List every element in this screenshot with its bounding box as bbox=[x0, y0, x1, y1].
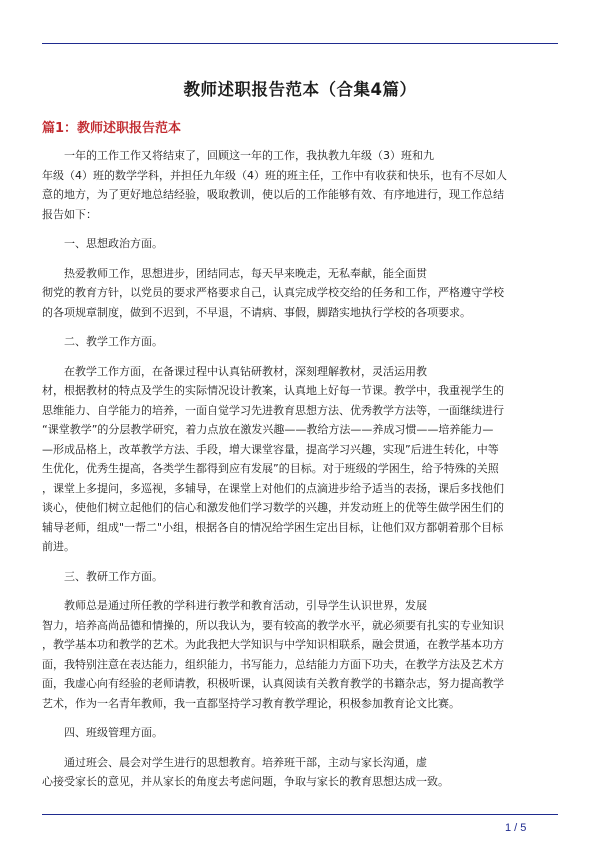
paragraph bbox=[42, 146, 559, 224]
paragraph bbox=[42, 596, 559, 713]
paragraph bbox=[42, 753, 559, 792]
text-line: —形成品格上，改革教学方法、手段，增大课堂容量，提高学习兴趣，实现”后进生转化，中等 bbox=[42, 442, 499, 456]
page-indicator: 1 / 5 bbox=[505, 822, 527, 834]
paragraph bbox=[42, 264, 559, 323]
text-line: 在教学工作方面，在备课过程中认真钻研教材，深刻理解教材，灵活运用教 bbox=[64, 364, 427, 378]
text-line: 一、思想政治方面。 bbox=[64, 237, 163, 250]
footer-rule bbox=[42, 814, 558, 815]
section-heading bbox=[42, 567, 559, 587]
text-line: 年级（4）班的数学学科，并担任九年级（4）班的班主任，工作中有收获和快乐，也有不尽如人 bbox=[42, 168, 507, 182]
text-line: 热爱教师工作，思想进步，团结同志，每天早来晚走，无私奉献，能全面贯 bbox=[64, 266, 427, 280]
text-line: 辅导老师，组成"一帮二"小组，根据各自的情况给学困生定出目标，让他们双方都朝着那个目标 bbox=[42, 520, 504, 534]
text-line: 心接受家长的意见，并从家长的角度去考虑问题，争取与家长的教育思想达成一致。 bbox=[42, 775, 449, 788]
document-title: 教师述职报告范本（合集4篇） bbox=[183, 80, 417, 99]
text-line: 三、教研工作方面。 bbox=[64, 569, 163, 583]
section-heading bbox=[42, 234, 559, 254]
header-rule bbox=[42, 43, 558, 44]
text-line: 前进。 bbox=[42, 540, 75, 553]
text-line: ，课堂上多提问，多巡视，多辅导，在课堂上对他们的点滴进步给予适当的表扬，课后多找他们 bbox=[42, 481, 504, 495]
text-line: 报告如下： bbox=[42, 207, 97, 221]
text-line: 艺术，作为一名青年教师，我一直都坚持学习教育教学理论，积极参加教育论文比赛。 bbox=[42, 696, 460, 710]
text-line: 四、班级管理方面。 bbox=[64, 726, 163, 739]
text-line: 材，根据教材的特点及学生的实际情况设计教案，认真地上好每一节课。教学中，我重视学生的 bbox=[42, 384, 504, 397]
text-line: ，教学基本功和教学的艺术。为此我把大学知识与中学知识相联系，融会贯通，在教学基本功方 bbox=[42, 638, 504, 651]
section-heading bbox=[42, 723, 559, 743]
text-line: 二、教学工作方面。 bbox=[64, 335, 163, 348]
text-line: 谈心，使他们树立起他们的信心和激发他们学习数学的兴趣，并发动班上的优等生做学困生们的 bbox=[42, 501, 504, 514]
text-line: 的各项规章制度，做到不迟到，不早退，不请病、事假，脚踏实地执行学校的各项要求。 bbox=[42, 305, 471, 319]
text-line: 一年的工作工作又将结束了，回顾这一年的工作，我执教九年级（3）班和九 bbox=[64, 149, 434, 162]
paragraph bbox=[42, 362, 559, 557]
document-body bbox=[42, 146, 559, 802]
text-line: 通过班会、晨会对学生进行的思想教育。培养班干部，主动与家长沟通，虚 bbox=[64, 755, 427, 769]
text-line: 彻党的教育方针，以党员的要求严格要求自己，认真完成学校交给的任务和工作，严格遵守学校 bbox=[42, 286, 504, 299]
section-heading bbox=[42, 332, 559, 352]
text-line: 思维能力、自学能力的培养，一面自觉学习先进教育思想方法、优秀教学方法等，一面继续进行 bbox=[42, 403, 504, 417]
text-line: 面，我特别注意在表达能力，组织能力，书写能力，总结能力方面下功夫，在教学方法及艺术方 bbox=[42, 657, 504, 671]
text-line: 生优化，优秀生提高，各类学生都得到应有发展”的目标。对于班级的学困生，给予特殊的关照 bbox=[42, 462, 499, 475]
text-line: 面，我虚心向有经验的老师请教，积极听课，认真阅读有关教育教学的书籍杂志，努力提高教学 bbox=[42, 677, 504, 690]
text-line: 教师总是通过所任教的学科进行教学和教育活动，引导学生认识世界，发展 bbox=[64, 599, 427, 612]
text-line: “课堂教学”的分层教学研究，着力点放在激发兴趣——教给方法——养成习惯——培养能力— bbox=[42, 423, 494, 436]
text-line: 智力，培养高尚品德和情操的，所以我认为，要有较高的教学水平，就必须要有扎实的专业知识 bbox=[42, 618, 504, 632]
text-line: 意的地方，为了更好地总结经验，吸取教训，使以后的工作能够有效、有序地进行，现工作总结 bbox=[42, 188, 504, 201]
section-title: 篇1：教师述职报告范本 bbox=[42, 121, 182, 136]
